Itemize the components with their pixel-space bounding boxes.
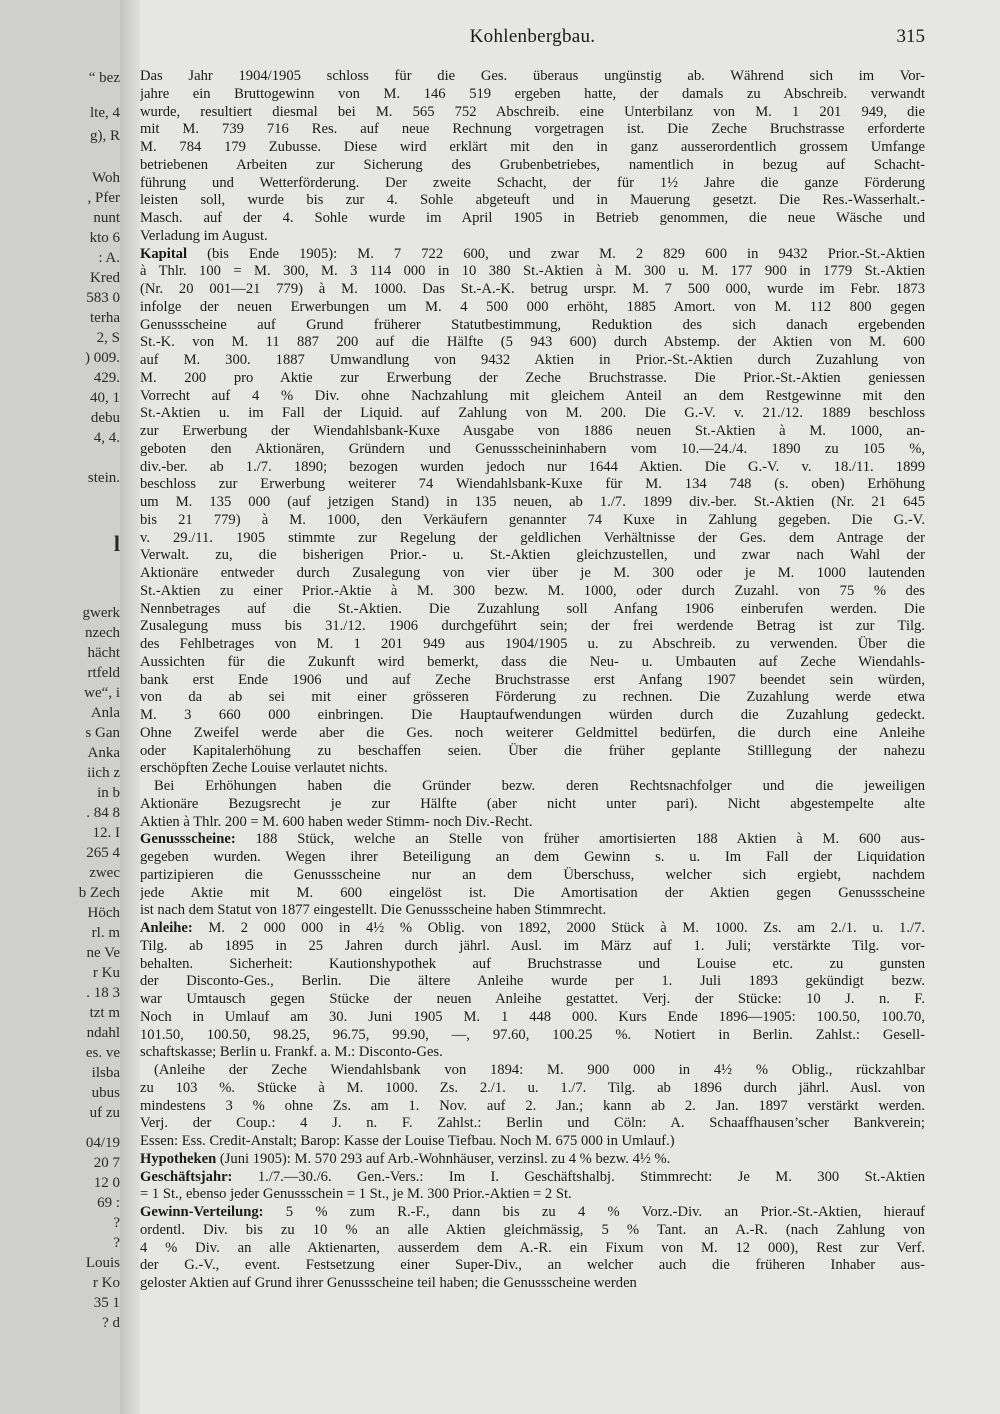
line-text: behalten. Sicherheit: Kautionshypothek auf Bruchstrasse und Louise etc. zu gunsten [140,955,925,972]
text-line [140,778,925,796]
line-text: partizipieren die Genussscheine nur an dem Überschuss, welcher sich ergiebt, nachdem [140,866,925,883]
margin-fragment: terha [90,310,120,326]
page-body [140,68,925,1293]
text-line [140,814,925,832]
section-lead: Kapital [140,245,188,262]
margin-fragment: 35 1 [93,1295,120,1311]
line-text: Aktien à Thlr. 200 = M. 600 haben weder Stimm- noch Div.-Recht. [140,813,533,830]
margin-fragment: g), R [90,128,120,144]
margin-fragment: lte, 4 [90,105,120,121]
margin-fragment: . 18 3 [86,985,120,1001]
text-line [140,175,925,193]
line-text: ist nach dem Statut von 1877 eingestellt. Die Genussscheine haben Stimmrecht. [140,902,607,919]
text-line [140,104,925,122]
running-title: Kohlenbergbau. [469,26,596,47]
text-line [140,121,925,139]
line-text: St.-K. von M. 11 887 200 auf die Hälfte (5 943 600) durch Abstemp. der Aktien von M. 600 [140,334,925,351]
line-text: Masch. auf der 4. Sohle wurde im April 1905 in Betrieb genommen, die neue Wäsche und [140,210,925,226]
margin-fragment: ? d [102,1315,120,1331]
paragraph [140,920,925,1062]
margin-fragment: , Pfer [87,190,120,206]
paragraph [140,831,925,920]
text-line [140,1133,925,1151]
text-line [140,583,925,601]
line-text: St.-Aktien u. im Fall der Liquid. auf Zahlung von M. 200. Die G.-V. v. 21./12. 1889 beschloss [140,405,925,422]
line-text: Ohne Zweifel werde aber die Ges. noch weiterer Geldmittel bedürfen, die durch eine Anleihe [140,724,925,741]
line-text: à Thlr. 100 = M. 300, M. 3 114 000 in 10 380 St.-Aktien à M. 300 u. M. 177 900 in 1779 St.-Aktien [140,263,925,280]
text-line [140,1169,925,1187]
text-line [140,86,925,104]
line-text: bank erst Ende 1906 und auf Zeche Bruchstrasse erst Anfang 1907 beendet sein würden, [140,671,925,688]
line-text: v. 29./11. 1905 stimmte zur Regelung der geldlichen Verhältnisse der Ges. dem Antrage der [140,529,925,546]
line-text: ordentl. Div. bis zu 10 % an alle Aktien gleichmässig, 5 % Tant. an A.-R. (nach Zahlung von [140,1221,925,1238]
line-text: des Fehlbetrages von M. 1 201 949 aus 1904/1905 u. zu Abschreib. zu verwenden. Über die [140,636,925,652]
line-text: Tilg. ab 1895 in 25 Jahren durch jährl. Ausl. im März auf 1. Juli; verstärkte Tilg. vor- [140,937,925,954]
text-line [140,1080,925,1098]
paragraph [140,1151,925,1169]
margin-fragment: 265 4 [86,845,120,861]
text-line [140,547,925,565]
line-text: von da ab sei mit einer grösseren Förderung zu rechnen. Die Zuzahlung werde etwa [140,689,925,706]
line-text: 188 Stück, welche an Stelle von früher amortisierten 188 Aktien à M. 600 aus- [235,831,925,848]
text-line [140,885,925,903]
text-line [140,938,925,956]
line-text: 4 % Div. an alle Aktienarten, ausserdem dem A.-R. ein Fixum von M. 12 000), Rest zur Verf. [140,1239,925,1256]
margin-fragment: ? [113,1235,120,1251]
text-line [140,1275,925,1293]
text-line [140,246,925,264]
margin-fragment: in b [97,785,120,801]
text-line [140,760,925,778]
margin-fragment: Anla [90,705,120,721]
text-line [140,973,925,991]
text-line [140,1204,925,1222]
margin-fragment: ne Ve [86,945,120,961]
margin-fragment: iich z [87,765,120,781]
text-line [140,601,925,619]
line-text: jahre ein Bruttogewinn von M. 146 519 ergeben hatte, der damals zu Abschreib. verwandt [140,85,925,102]
line-text: wurde, resultiert diesmal bei M. 565 752 Abschreib. eine Unterbilanz von M. 1 201 949, die [140,103,925,120]
margin-fragment: b Zech [78,885,120,901]
line-text: St.-Aktien zu einer Prior.-Aktie à M. 300 bezw. M. 1000, oder durch Zuzahl. von 75 % des [140,582,925,599]
text-line [140,263,925,281]
margin-fragment: nzech [85,625,120,641]
text-line [140,1240,925,1258]
paragraph [140,1062,925,1151]
line-text: jede Aktie mit M. 600 eingelöst ist. Die Amortisation der Aktien gegen Genussscheine [140,884,925,901]
text-line [140,831,925,849]
line-text: schaftskasse; Berlin u. Frankf. a. M.: Disconto-Ges. [140,1044,443,1061]
line-text: div.-ber. ab 1./7. 1890; bezogen wurden jedoch nur 1644 Aktien. Die G.-V. v. 18./11. 1899 [140,458,925,475]
text-line [140,157,925,175]
margin-fragment: Kred [90,270,120,286]
text-line [140,192,925,210]
page-header [140,26,925,54]
margin-fragment: hächt [87,645,120,661]
margin-fragment: nunt [93,210,120,226]
line-text: auf M. 300. 1887 Umwandlung von 9432 Aktien in Prior.-St.-Aktien durch Zuzahlung von [140,352,925,368]
margin-fragment: 40, 1 [90,390,120,406]
line-text: bis 21 779) à M. 1000, den Verkäufern genannter 74 Kuxe in Zahlung gegeben. Die G.-V. [140,511,925,528]
text-line [140,689,925,707]
margin-fragment: rl. m [91,925,120,941]
paragraph [140,1169,925,1205]
line-text: 5 % zum R.-F., dann bis zu 4 % Vorz.-Div. an Prior.-St.-Aktien, hierauf [263,1204,925,1220]
paragraph [140,246,925,779]
text-line [140,991,925,1009]
line-text: Vorrecht auf 4 % Div. ohne Nachzahlung mit gleichem Anteil an dem Restgewinne mit den [140,387,925,404]
line-text: geloster Aktien auf Grund ihrer Genussscheine teil haben; die Genussscheine werden [140,1275,637,1291]
margin-fragment: : A. [98,250,120,266]
margin-fragment: rtfeld [87,665,120,681]
text-line [140,334,925,352]
margin-fragment: es. ve [85,1045,120,1061]
margin-fragment: 04/19 [85,1135,120,1151]
line-text: infolge der neuen Erwerbungen um M. 4 500 000 erhöht, 1885 Amort. von M. 112 800 gegen [140,298,925,315]
margin-fragment: l [113,535,120,552]
text-line [140,743,925,761]
line-text: zu 103 %. Stücke à M. 1000. Zs. 2./1. u. 1./7. Tilg. ab 1896 durch jährl. Ausl. von [140,1079,925,1096]
margin-fragment: stein. [87,470,120,486]
line-text: mit M. 739 716 Res. auf neue Rechnung vorgetragen ist. Die Zeche Bruchstrasse erforderte [140,121,925,138]
text-line [140,636,925,654]
line-text: betriebenen Arbeiten zur Sicherung des Grubenbetriebes, namentlich in bezug auf Schacht- [140,156,925,173]
margin-fragment: gwerk [82,605,120,621]
line-text: Das Jahr 1904/1905 schloss für die Ges. überaus ungünstig ab. Während sich im Vor- [140,68,925,84]
text-line [140,459,925,477]
text-line [140,902,925,920]
margin-fragment: ? [113,1215,120,1231]
line-text: war Umtausch gegen Stücke der neuen Anleihe gestattet. Verj. der Stücke: 10 J. n. F. [140,991,925,1007]
margin-fragment: Woh [92,170,120,186]
margin-fragment: 4, 4. [93,430,120,446]
text-line [140,68,925,86]
line-text: = 1 St., ebenso jeder Genussschein = 1 St., je M. 300 Prior.-Aktien = 2 St. [140,1186,572,1203]
text-line [140,618,925,636]
margin-fragment: ubus [91,1085,120,1101]
text-line [140,849,925,867]
text-line [140,796,925,814]
line-text: der Disconto-Ges., Berlin. Die ältere Anleihe wurde per 1. Juli 1893 gekündigt bezw. [140,973,925,990]
margin-fragment: we“, i [84,685,120,701]
paragraph [140,1204,925,1293]
section-lead: Anleihe: [140,920,193,936]
page-number: 315 [896,26,925,47]
line-text: 101.50, 100.50, 98.25, 96.75, 99.90, —, 97.60, 100.25 %. Notiert in Berlin. Zahlst.: Gesell- [140,1026,925,1043]
paragraph [140,778,925,831]
line-text: Bei Erhöhungen haben die Gründer bezw. deren Rechtsnachfolger und die jeweiligen [154,778,925,794]
line-text: Verladung im August. [140,227,268,244]
text-line [140,1186,925,1204]
section-lead: Gewinn-Verteilung: [140,1204,264,1220]
text-line [140,210,925,228]
margin-fragment: ilsba [91,1065,120,1081]
text-line [140,299,925,317]
line-text: um M. 135 000 (auf jetzigen Stand) in 135 neuen, ab 1./7. 1899 div.-ber. St.-Aktien (Nr. 21 645 [140,494,925,510]
line-text: geboten den Aktionären, Gründern und Genussscheininhabern vom 10.—24./4. 1890 zu 105 %, [140,440,925,457]
text-line [140,654,925,672]
line-text: Zusalegung muss bis 31./12. 1906 durchgeführt sein; der frei werdende Betrag ist zur Tilg. [140,618,925,635]
line-text: Verwalt. zu, die bisherigen Prior.- u. St.-Aktien gleichzustellen, und zwar nach Wahl der [140,547,925,564]
margin-fragment: . 84 8 [86,805,120,821]
line-text: leisten soll, wurde bis zur 4. Sohle abgeteuft und in Mauerung gesetzt. Die Res.-Wasserhalt.- [140,192,925,209]
margin-fragment: 20 7 [93,1155,120,1171]
margin-fragment: 429. [93,370,120,386]
line-text: zur Erwerbung der Wiendahlsbank-Kuxe Ausgabe von 1886 neuen St.-Aktien à M. 1000, an- [140,423,925,439]
text-line [140,1222,925,1240]
line-text: Aktionäre entweder durch Zusalegung von vier über je M. 300 oder je M. 1000 lautenden [140,565,925,581]
margin-fragment: ndahl [86,1025,120,1041]
section-lead: Genussscheine: [140,831,236,848]
text-line [140,530,925,548]
margin-fragment: Anka [87,745,120,761]
line-text: mindestens 3 % ohne Zs. am 1. Nov. auf 2. Jan.; kann ab 2. Jan. 1897 verstärkt werden. [140,1097,925,1114]
text-line [140,1098,925,1116]
margin-fragment: uf zu [89,1105,120,1121]
line-text: beschloss zur Erwerbung weiterer 74 Wiendahlsbank-Kuxe für M. 134 748 (s. oben) Erhöhung [140,476,925,493]
paragraph [140,68,925,246]
text-line [140,405,925,423]
line-text: 1./7.—30./6. Gen.-Vers.: Im I. Geschäftshalbj. Stimmrecht: Je M. 300 St.-Aktien [232,1168,925,1185]
text-line [140,512,925,530]
line-text: (Juni 1905): M. 570 293 auf Arb.-Wohnhäuser, verzinsl. zu 4 % bezw. 4½ %. [216,1150,671,1167]
text-line [140,867,925,885]
margin-fragment: tzt m [89,1005,120,1021]
line-text: Aktionäre Bezugsrecht je zur Hälfte (aber nicht unter pari). Nicht abgestempelte alte [140,795,925,812]
text-line [140,1257,925,1275]
text-line [140,476,925,494]
line-text: (Anleihe der Zeche Wiendahlsbank von 1894: M. 900 000 in 4½ % Oblig., rückzahlbar [154,1062,925,1078]
margin-fragment: Höch [87,905,120,921]
margin-fragment: kto 6 [89,230,120,246]
document-page [140,0,1000,1414]
section-lead: Geschäftsjahr: [140,1168,233,1185]
line-text: Genussscheine auf Grund früherer Statutbestimmung, Reduktion des sich danach ergebenden [140,316,925,333]
line-text: Aussichten für die Zukunft wird bemerkt, dass die Neu- u. Umbauten auf Zeche Wiendahls- [140,653,925,670]
text-line [140,494,925,512]
line-text: M. 784 179 Zubusse. Diese wird erklärt mit den in ganz ausserordentlich grossem Umfange [140,139,925,155]
text-line [140,1062,925,1080]
line-text: M. 3 660 000 einbringen. Die Hauptaufwendungen würden durch die Zuzahlung gedeckt. [140,707,925,723]
margin-fragment: r Ku [92,965,120,981]
margin-fragment: “ bez [88,70,120,86]
margin-fragment: s Gan [85,725,120,741]
margin-fragment: Louis [85,1255,120,1271]
text-line [140,707,925,725]
margin-fragment: r Ko [92,1275,120,1291]
text-line [140,441,925,459]
margin-fragment: zwec [89,865,120,881]
line-text: Nennbetrages auf die St.-Aktien. Die Zuzahlung soll Anfang 1906 einberufen werden. Die [140,600,925,617]
previous-page-margin [0,0,140,1414]
text-line [140,281,925,299]
text-line [140,370,925,388]
text-line [140,565,925,583]
text-line [140,1009,925,1027]
line-text: Verj. der Coup.: 4 J. n. F. Zahlst.: Berlin und Cöln: A. Schaaffhausen’scher Bankverein; [140,1115,925,1132]
text-line [140,1044,925,1062]
line-text: (bis Ende 1905): M. 7 722 600, und zwar M. 2 829 600 in 9432 Prior.-St.-Aktien [187,245,925,262]
line-text: Noch in Umlauf am 30. Juni 1905 M. 1 448 000. Kurs Ende 1896—1905: 100.50, 100.70, [140,1008,925,1025]
line-text: oder Kapitalerhöhung zu beschaffen seien. Über die früher geplante Stilllegung der nahezu [140,742,925,759]
margin-fragment: 12 0 [93,1175,120,1191]
line-text: M. 2 000 000 in 4½ % Oblig. von 1892, 2000 Stück à M. 1000. Zs. am 2./1. u. 1./7. [192,920,925,936]
text-line [140,1151,925,1169]
text-line [140,725,925,743]
page-fold-shadow [120,0,140,1414]
text-line [140,139,925,157]
text-line [140,388,925,406]
margin-fragment: debu [90,410,120,426]
text-line [140,228,925,246]
text-line [140,317,925,335]
line-text: führung und Wetterförderung. Der zweite Schacht, der für 1½ Jahre die ganze Förderung [140,174,925,191]
margin-fragment: ) 009. [85,350,120,366]
section-lead: Hypotheken [140,1150,217,1167]
text-line [140,920,925,938]
text-line [140,423,925,441]
line-text: erschöpften Zeche Louise verlautet nichts. [140,760,388,777]
margin-fragment: 12. I [92,825,120,841]
text-line [140,956,925,974]
line-text: gegeben wurden. Wegen ihrer Beteiligung an dem Gewinn s. u. Im Fall der Liquidation [140,849,925,865]
line-text: der G.-V., event. Festsetzung einer Super-Div., an welcher auch die früheren Inhaber aus- [140,1257,925,1274]
text-line [140,672,925,690]
text-line [140,1115,925,1133]
text-line [140,352,925,370]
margin-fragment: 69 : [97,1195,120,1211]
line-text: (Nr. 20 001—21 779) à M. 1000. Das St.-A.-K. betrug urspr. M. 7 500 000, wurde im Febr. 1873 [140,281,925,297]
margin-fragment: 583 0 [86,290,120,306]
text-line [140,1027,925,1045]
line-text: M. 200 pro Aktie zur Erwerbung der Zeche Bruchstrasse. Die Prior.-St.-Aktien geniessen [140,369,925,386]
line-text: Essen: Ess. Credit-Anstalt; Barop: Kasse der Louise Tiefbau. Noch M. 675 000 in Umlauf.) [140,1133,675,1149]
margin-fragment: 2, S [96,330,120,346]
